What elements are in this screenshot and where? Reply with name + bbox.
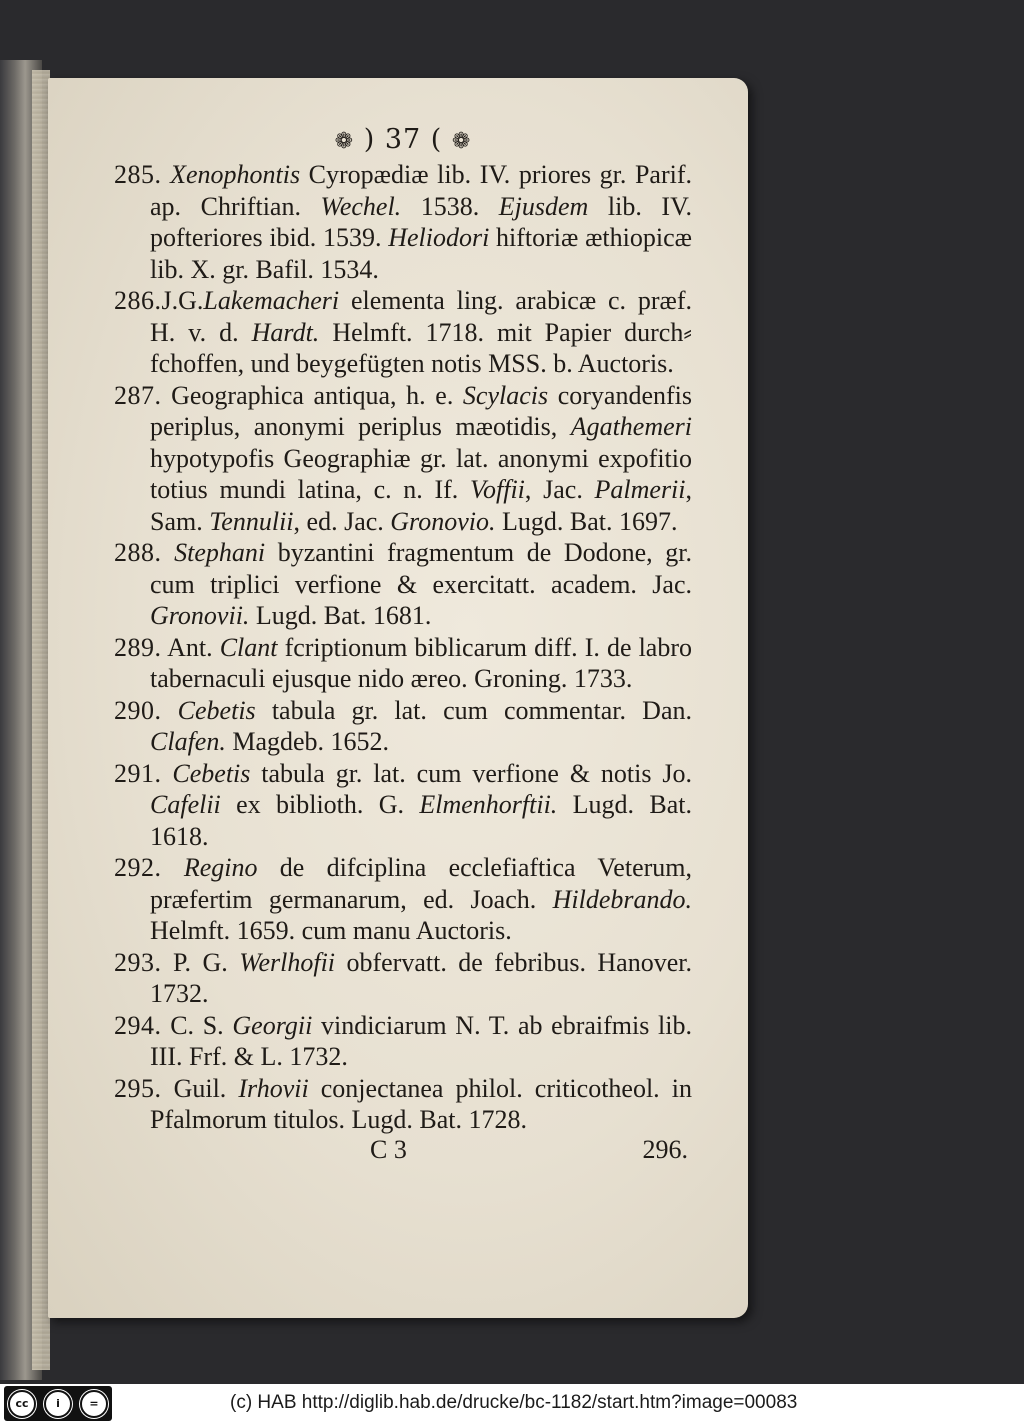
catalog-entry xyxy=(114,758,692,853)
entry-text xyxy=(162,759,173,788)
entry-author: Cafelii xyxy=(150,790,221,819)
by-icon: i xyxy=(44,1390,72,1418)
entry-number: 289. xyxy=(114,632,162,662)
entry-text: 1538. xyxy=(401,191,499,221)
catalog-entry xyxy=(114,285,692,380)
ornament-left-icon: ❁ xyxy=(334,129,355,154)
ornament-right-icon: ❁ xyxy=(451,129,472,154)
entry-number: 291. xyxy=(114,758,162,788)
entry-author: Lakemacheri xyxy=(203,286,340,315)
entry-number: 293. xyxy=(114,947,162,977)
entry-text: Lugd. Bat. 1681. xyxy=(249,601,432,630)
entry-author: Palmerii xyxy=(594,475,686,504)
entry-author: Stephani xyxy=(174,538,266,567)
entry-text: Geographica antiqua, h. e. xyxy=(161,380,463,410)
catalog-entry xyxy=(114,852,692,947)
entry-author: Voffii xyxy=(470,475,525,504)
entry-author: Regino xyxy=(183,853,258,882)
entry-text: Guil. xyxy=(161,1073,239,1103)
catchword: 296. xyxy=(642,1134,688,1164)
entry-text: conjectanea philol. criticotheol. in Pfalmorum titulos. Lugd. Bat. 1728. xyxy=(150,1073,692,1134)
entry-author: Scylacis xyxy=(462,380,549,410)
catalog-entry xyxy=(114,537,692,632)
sa-icon: = xyxy=(80,1390,108,1418)
catalog-entry xyxy=(114,159,692,285)
entry-number: 292. xyxy=(114,853,162,882)
entry-number: 288. xyxy=(114,538,162,567)
entry-text: Ant. xyxy=(161,632,220,662)
entry-author: Agathemeri xyxy=(570,412,692,441)
entry-author: Gronovio. xyxy=(390,506,496,536)
entry-text: Cyropædiæ lib. IV. priores gr. Parif. ap. Chriftian. xyxy=(150,160,693,221)
entry-text xyxy=(162,160,171,189)
entry-text: hiftoriæ æthiopicæ lib. X. gr. Bafil. 1534. xyxy=(150,223,692,284)
entry-text: byzantini fragmentum de Dodone, gr. cum triplici verfione & exercitatt. academ. Jac. xyxy=(150,538,693,599)
entry-author: Gronovii. xyxy=(150,601,250,630)
entry-text: Lugd. Bat. 1618. xyxy=(150,790,692,851)
entry-author: Georgii xyxy=(232,1010,313,1040)
catalog-entry xyxy=(114,1010,692,1073)
entry-number: 287. xyxy=(114,380,162,410)
entry-text: vindiciarum N. T. ab ebraifmis lib. III. Frf. & L. 1732. xyxy=(150,1010,692,1071)
page-number: ) 37 ( xyxy=(363,124,443,155)
entry-text: , Sam. xyxy=(150,475,693,536)
entry-text: P. G. xyxy=(161,947,240,977)
entry-text: elementa ling. arabicæ c. præf. H. v. d. xyxy=(150,286,692,347)
signature-mark: C 3 xyxy=(370,1134,407,1164)
entry-author: Hildebrando. xyxy=(552,884,692,914)
entry-text: de difciplina ecclefiaftica Veterum, præfertim germanarum, ed. Joach. xyxy=(150,853,692,914)
entry-text: hypotypofis Geographiæ gr. lat. anonymi expofitio totius mundi latina, c. n. If. xyxy=(150,443,692,504)
entry-text: Helmft. 1659. cum manu Auctoris. xyxy=(150,916,512,945)
entry-text: fcriptionum biblicarum diff. I. de labro tabernaculi ejusque nido æreo. Groning. 1733. xyxy=(150,632,692,693)
cc-license-badge[interactable] xyxy=(4,1386,112,1421)
entry-text: Lugd. Bat. 1697. xyxy=(495,506,678,536)
entry-text: obfervatt. de febribus. Hanover. 1732. xyxy=(150,947,692,1008)
entry-number: 290. xyxy=(114,695,162,725)
entry-author: Elmenhorftii. xyxy=(419,790,558,819)
book-page xyxy=(48,78,748,1318)
entry-author: Xenophontis xyxy=(170,160,301,189)
footer-bar xyxy=(0,1384,1024,1423)
entry-text: lib. IV. pofteriores ibid. 1539. xyxy=(150,191,692,252)
catalog-entry xyxy=(114,947,692,1010)
signature-line xyxy=(114,1134,692,1168)
entry-text: coryandenfis periplus, anonymi periplus mæotidis, xyxy=(150,380,692,441)
entry-text: ex biblioth. G. xyxy=(220,790,420,819)
entry-text: C. S. xyxy=(161,1010,233,1040)
entry-author: Irhovii xyxy=(238,1073,309,1103)
entry-author: Werlhofii xyxy=(239,947,336,977)
page-text-block xyxy=(114,124,692,1168)
entry-author: Clant xyxy=(219,632,278,662)
entry-author: Cebetis xyxy=(177,695,256,725)
source-attribution[interactable]: (c) HAB http://diglib.hab.de/drucke/bc-1182/start.htm?image=00083 xyxy=(230,1392,798,1413)
entry-text: tabula gr. lat. cum commentar. Dan. xyxy=(255,695,692,725)
catalog-entry xyxy=(114,380,692,538)
entry-author: Tennulii xyxy=(209,506,294,536)
catalog-entries xyxy=(114,159,692,1136)
entry-author: Heliodori xyxy=(388,223,490,252)
entry-number: 294. xyxy=(114,1010,162,1040)
cc-icon: cc xyxy=(8,1390,36,1418)
entry-number: 286. xyxy=(114,286,162,315)
catalog-entry xyxy=(114,632,692,695)
entry-author: Ejusdem xyxy=(498,191,589,221)
entry-text: J.G. xyxy=(161,286,204,315)
catalog-entry xyxy=(114,1073,692,1136)
entry-author: Hardt. xyxy=(251,317,320,347)
entry-text: Magdeb. 1652. xyxy=(225,727,390,756)
entry-text: tabula gr. lat. cum verfione & notis Jo. xyxy=(250,758,693,788)
entry-text: , ed. Jac. xyxy=(293,506,391,536)
entry-text: , Jac. xyxy=(524,475,595,504)
entry-text xyxy=(162,538,175,567)
entry-author: Clafen. xyxy=(150,727,226,756)
entry-text: Helmft. 1718. mit Papier durch⸗ fchoffen, und beygefügten notis MSS. b. Auctoris. xyxy=(150,317,692,378)
entry-text xyxy=(162,696,178,725)
entry-author: Wechel. xyxy=(320,191,402,221)
entry-text xyxy=(162,853,184,882)
entry-number: 295. xyxy=(114,1073,162,1103)
running-head xyxy=(114,124,692,155)
entry-author: Cebetis xyxy=(172,758,251,788)
catalog-entry xyxy=(114,695,692,758)
entry-number: 285. xyxy=(114,160,162,189)
